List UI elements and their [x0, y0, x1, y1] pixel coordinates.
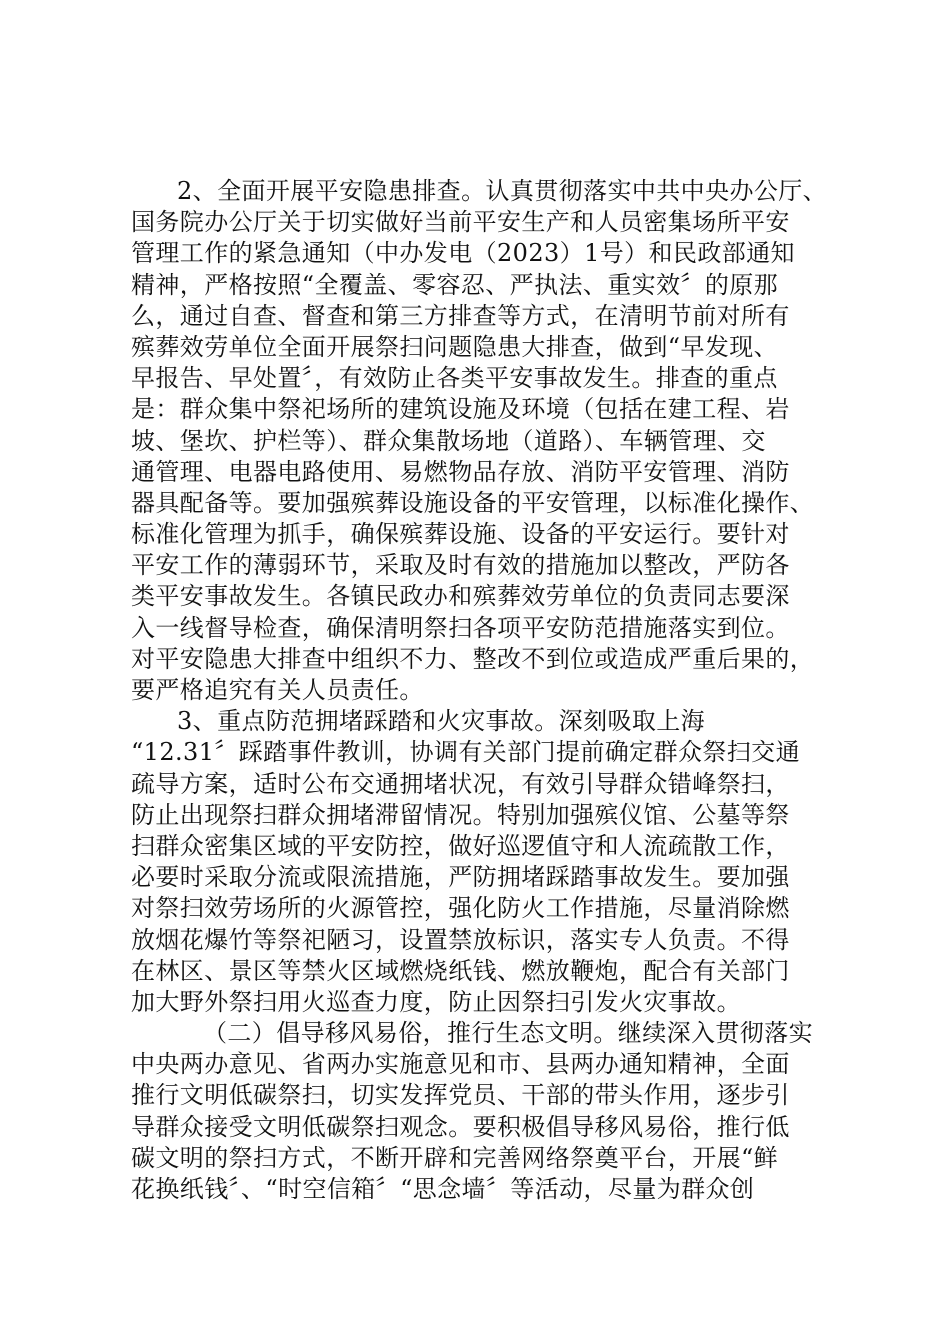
text-line: 平安工作的薄弱环节，采取及时有效的措施加以整改，严防各: [131, 551, 790, 580]
text-line: 导群众接受文明低碳祭扫观念。要积极倡导移风易俗，推行低: [131, 1112, 790, 1141]
text-line: 3、重点防范拥堵踩踏和火灾事故。深刻吸取上海: [177, 707, 706, 736]
text-line: 国务院办公厅关于切实做好当前平安生产和人员密集场所平安: [131, 208, 790, 237]
text-line: 要严格追究有关人员责任。: [131, 676, 424, 704]
document-body: [131, 176, 831, 1205]
text-line: 么，通过自查、督查和第三方排查等方式，在清明节前对所有: [131, 301, 790, 330]
text-line: （二）倡导移风易俗，推行生态文明。继续深入贯彻落实: [203, 1019, 813, 1048]
text-line: 对祭扫效劳场所的火源管控，强化防火工作措施，尽量消除燃: [131, 894, 790, 923]
text-line: 类平安事故发生。各镇民政办和殡葬效劳单位的负责同志要深: [131, 582, 790, 611]
text-line: 通管理、电器电路使用、易燃物品存放、消防平安管理、消防: [131, 457, 790, 486]
text-line: 对平安隐患大排查中组织不力、整改不到位或造成严重后果的，: [131, 644, 815, 673]
text-line: 殡葬效劳单位全面开展祭扫问题隐患大排查，做到“早发现、: [131, 332, 779, 361]
text-line: 花换纸钱〞、“时空信箱〞“思念墙〞等活动，尽量为群众创: [131, 1175, 755, 1203]
text-line: 碳文明的祭扫方式，不断开辟和完善网络祭奠平台，开展“鲜: [131, 1143, 779, 1172]
text-line: 2、全面开展平安隐患排查。认真贯彻落实中共中央办公厅、: [177, 177, 828, 205]
text-line: 推行文明低碳祭扫，切实发挥党员、干部的带头作用，逐步引: [131, 1081, 790, 1110]
text-line: 在林区、景区等禁火区域燃烧纸钱、燃放鞭炮，配合有关部门: [131, 956, 790, 985]
text-line: 扫群众密集区域的平安防控，做好巡逻值守和人流疏散工作，: [131, 831, 790, 860]
text-line: 器具配备等。要加强殡葬设施设备的平安管理，以标准化操作、: [131, 488, 815, 517]
text-line: 入一线督导检查，确保清明祭扫各项平安防范措施落实到位。: [131, 613, 790, 642]
text-line: 防止出现祭扫群众拥堵滞留情况。特别加强殡仪馆、公墓等祭: [131, 800, 790, 829]
text-line: 放烟花爆竹等祭祀陋习，设置禁放标识，落实专人负责。不得: [131, 925, 790, 954]
text-line: “12.31〞踩踏事件教训，协调有关部门提前确定群众祭扫交通: [131, 738, 800, 767]
text-line: 早报告、早处置〞，有效防止各类平安事故发生。排查的重点: [131, 364, 778, 393]
text-line: 是：群众集中祭祀场所的建筑设施及环境（包括在建工程、岩: [131, 395, 790, 424]
text-line: 精神，严格按照“全覆盖、零容忍、严执法、重实效〞的原那: [131, 270, 779, 299]
text-line: 加大野外祭扫用火巡查力度，防止因祭扫引发火灾事故。: [131, 987, 741, 1016]
text-line: 疏导方案，适时公布交通拥堵状况，有效引导群众错峰祭扫，: [131, 769, 790, 798]
text-line: 管理工作的紧急通知（中办发电（2023）1号）和民政部通知: [131, 239, 795, 268]
text-line: 坡、堡坎、护栏等）、群众集散场地（道路）、车辆管理、交: [131, 426, 766, 455]
text-line: 必要时采取分流或限流措施，严防拥堵踩踏事故发生。要加强: [131, 863, 790, 892]
text-line: 标准化管理为抓手，确保殡葬设施、设备的平安运行。要针对: [131, 520, 790, 549]
text-line: 中央两办意见、省两办实施意见和市、县两办通知精神，全面: [131, 1050, 790, 1079]
